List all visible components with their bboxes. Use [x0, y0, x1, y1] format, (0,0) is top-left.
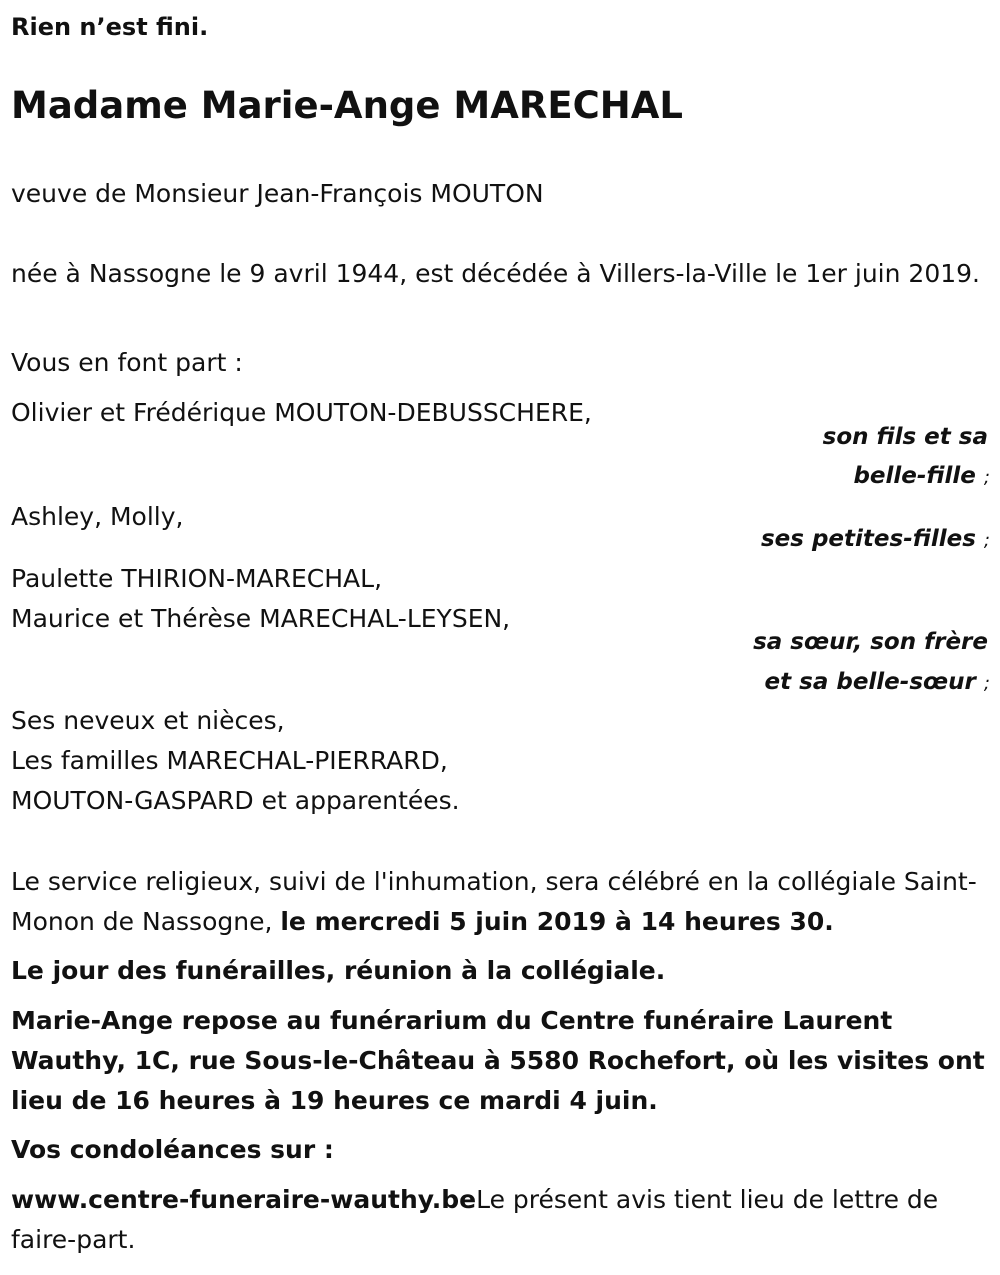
others-3: MOUTON-GASPARD et apparentées. [11, 786, 460, 815]
son-role-2-text: belle-fille [853, 463, 976, 489]
announce-line: Vous en font part : [11, 348, 243, 377]
closing-text: Le présent avis tient lieu de lettre de faire-part. [11, 1185, 939, 1254]
sibling-2: Maurice et Thérèse MARECHAL-LEYSEN, [11, 604, 511, 633]
deceased-name: Madame Marie-Ange MARECHAL [11, 84, 683, 127]
separator: ; [983, 530, 990, 551]
son-names: Olivier et Frédérique MOUTON-DEBUSSCHERE, [11, 398, 592, 427]
sibling-role-2-text: et sa belle-sœur [764, 669, 976, 695]
son-role-2 [853, 461, 990, 493]
condolences-label: Vos condoléances sur : [11, 1135, 334, 1164]
separator: ; [983, 673, 990, 694]
service-text: Le service religieux, suivi de l'inhumation, sera célébré en la collégiale Saint-Monon de Nassogne, [11, 867, 977, 936]
separator: ; [983, 467, 990, 488]
sibling-1: Paulette THIRION-MARECHAL, [11, 564, 383, 593]
sibling-role-2 [765, 667, 990, 699]
repose-paragraph: Marie-Ange repose au funérarium du Centre funéraire Laurent Wauthy, 1C, rue Sous-le-Château à 5580 Rochefort, où les visites ont lieu de 16 heures à 19 heures ce mardi 4 juin. [11, 1006, 985, 1115]
sibling-role-1: sa sœur, son frère [753, 629, 988, 655]
closing-paragraph [11, 1180, 986, 1260]
others-1: Ses neveux et nièces, [11, 706, 285, 735]
service-paragraph [11, 862, 986, 942]
tagline: Rien n’est fini. [11, 13, 209, 41]
birth-death-line: née à Nassogne le 9 avril 1944, est décédée à Villers-la-Ville le 1er juin 2019. [11, 259, 980, 288]
website-link[interactable]: www.centre-funeraire-wauthy.be [11, 1185, 477, 1214]
grandchildren-names: Ashley, Molly, [11, 502, 184, 531]
grandchildren-role-text: ses petites-filles [760, 526, 976, 552]
gathering-line: Le jour des funérailles, réunion à la collégiale. [11, 956, 666, 985]
others-2: Les familles MARECHAL-PIERRARD, [11, 746, 448, 775]
son-role-1: son fils et sa [822, 424, 988, 450]
widow-line: veuve de Monsieur Jean-François MOUTON [11, 179, 544, 208]
service-date: le mercredi 5 juin 2019 à 14 heures 30. [280, 907, 834, 936]
grandchildren-role [761, 524, 990, 556]
